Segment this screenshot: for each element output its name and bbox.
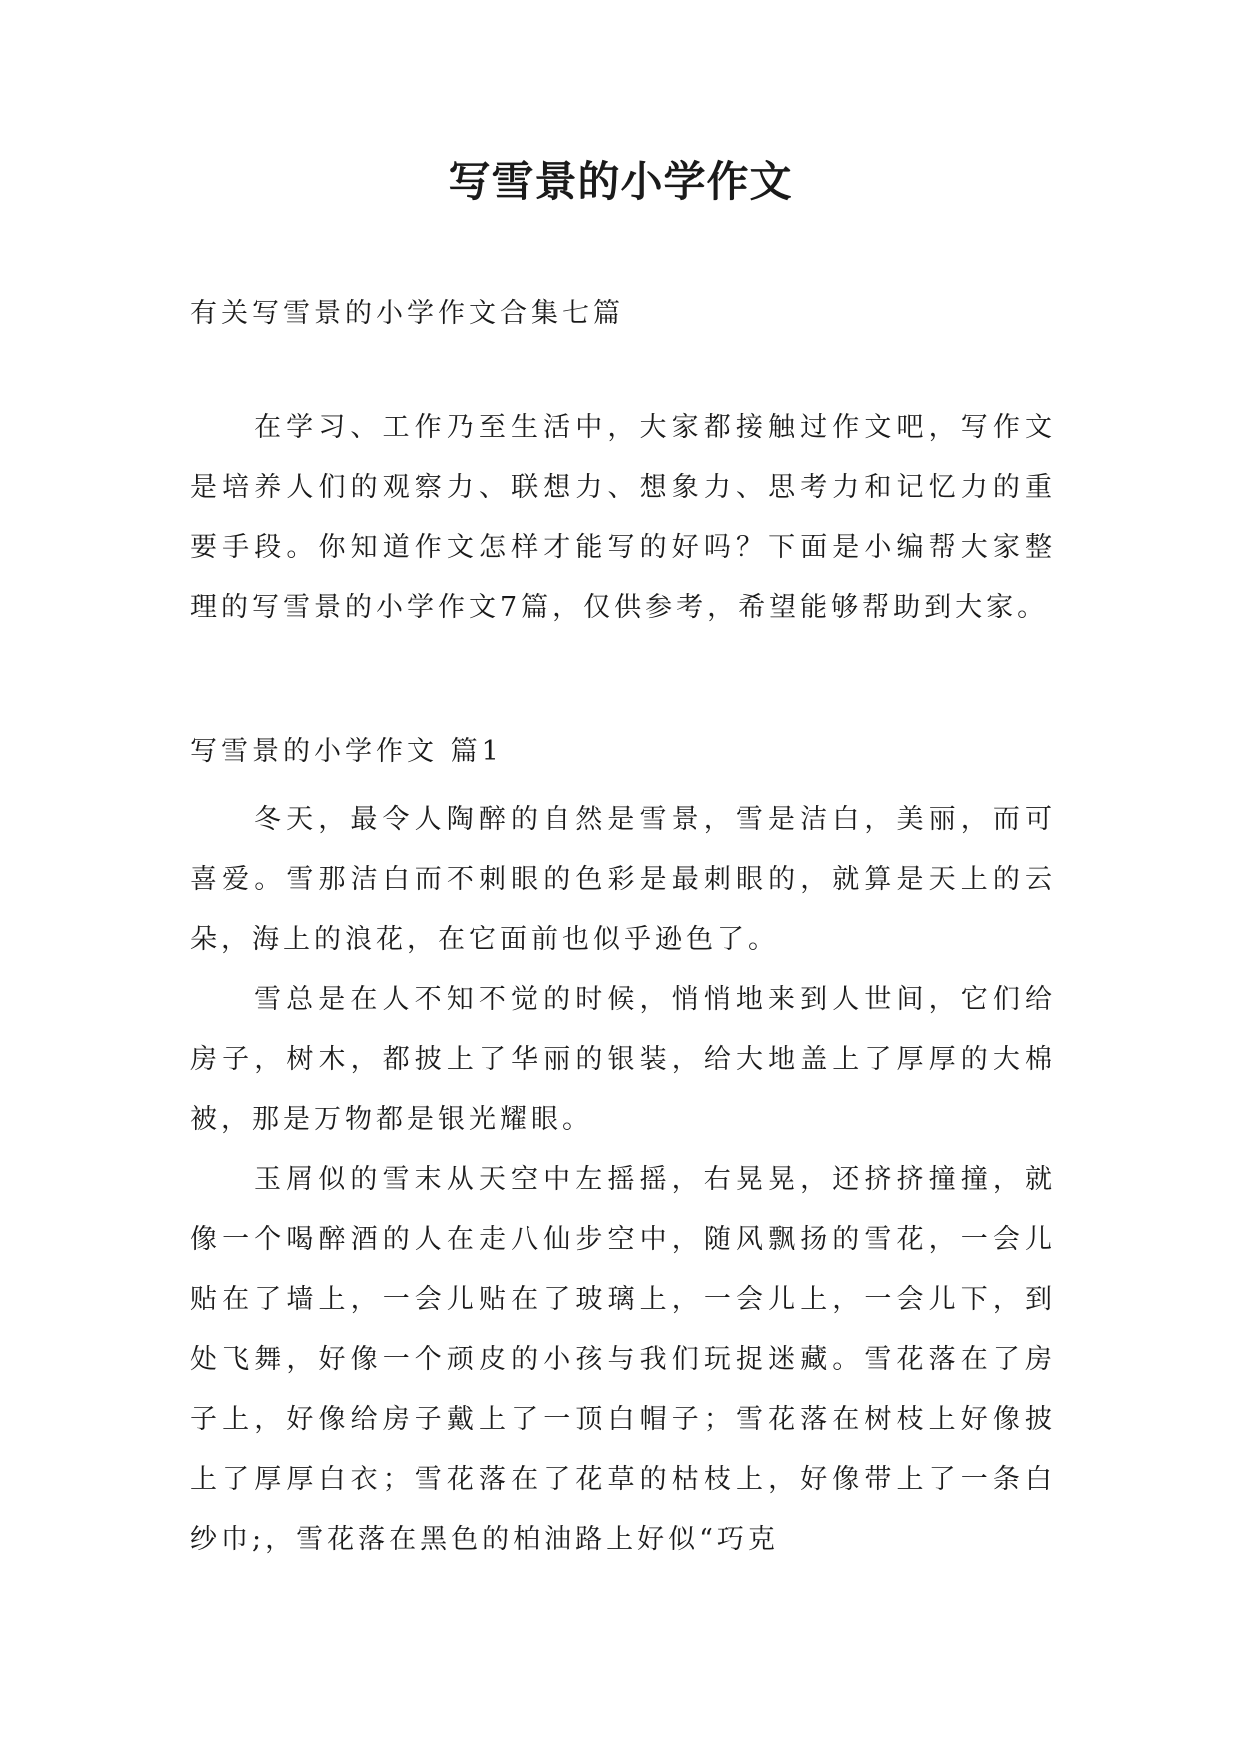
document-subtitle: 有关写雪景的小学作文合集七篇	[190, 298, 624, 329]
document-title: 写雪景的小学作文	[448, 157, 793, 206]
intro-section	[190, 398, 1056, 638]
essay-paragraph-2: 雪总是在人不知不觉的时候，悄悄地来到人世间，它们给房子，树木，都披上了华丽的银装，给大地盖上了厚厚的大棉被，那是万物都是银光耀眼。	[190, 984, 1056, 1135]
essay-paragraph-1: 冬天，最令人陶醉的自然是雪景，雪是洁白，美丽，而可喜爱。雪那洁白而不刺眼的色彩是最刺眼的，就算是天上的云朵，海上的浪花，在它面前也似乎逊色了。	[190, 804, 1056, 955]
essay-body	[190, 790, 1056, 1570]
intro-paragraph: 在学习、工作乃至生活中，大家都接触过作文吧，写作文是培养人们的观察力、联想力、想象力、思考力和记忆力的重要手段。你知道作文怎样才能写的好吗？下面是小编帮大家整理的写雪景的小学作文7篇，仅供参考，希望能够帮助到大家。	[190, 412, 1056, 623]
section-heading: 写雪景的小学作文 篇1	[190, 736, 503, 767]
essay-paragraph-3: 玉屑似的雪末从天空中左摇摇，右晃晃，还挤挤撞撞，就像一个喝醉酒的人在走八仙步空中，随风飘扬的雪花，一会儿贴在了墙上，一会儿贴在了玻璃上，一会儿上，一会儿下，到处飞舞，好像一个顽皮的小孩与我们玩捉迷藏。雪花落在了房子上，好像给房子戴上了一顶白帽子；雪花落在树枝上好像披上了厚厚白衣；雪花落在了花草的枯枝上，好像带上了一条白纱巾;，雪花落在黑色的柏油路上好似“巧克	[190, 1164, 1056, 1555]
